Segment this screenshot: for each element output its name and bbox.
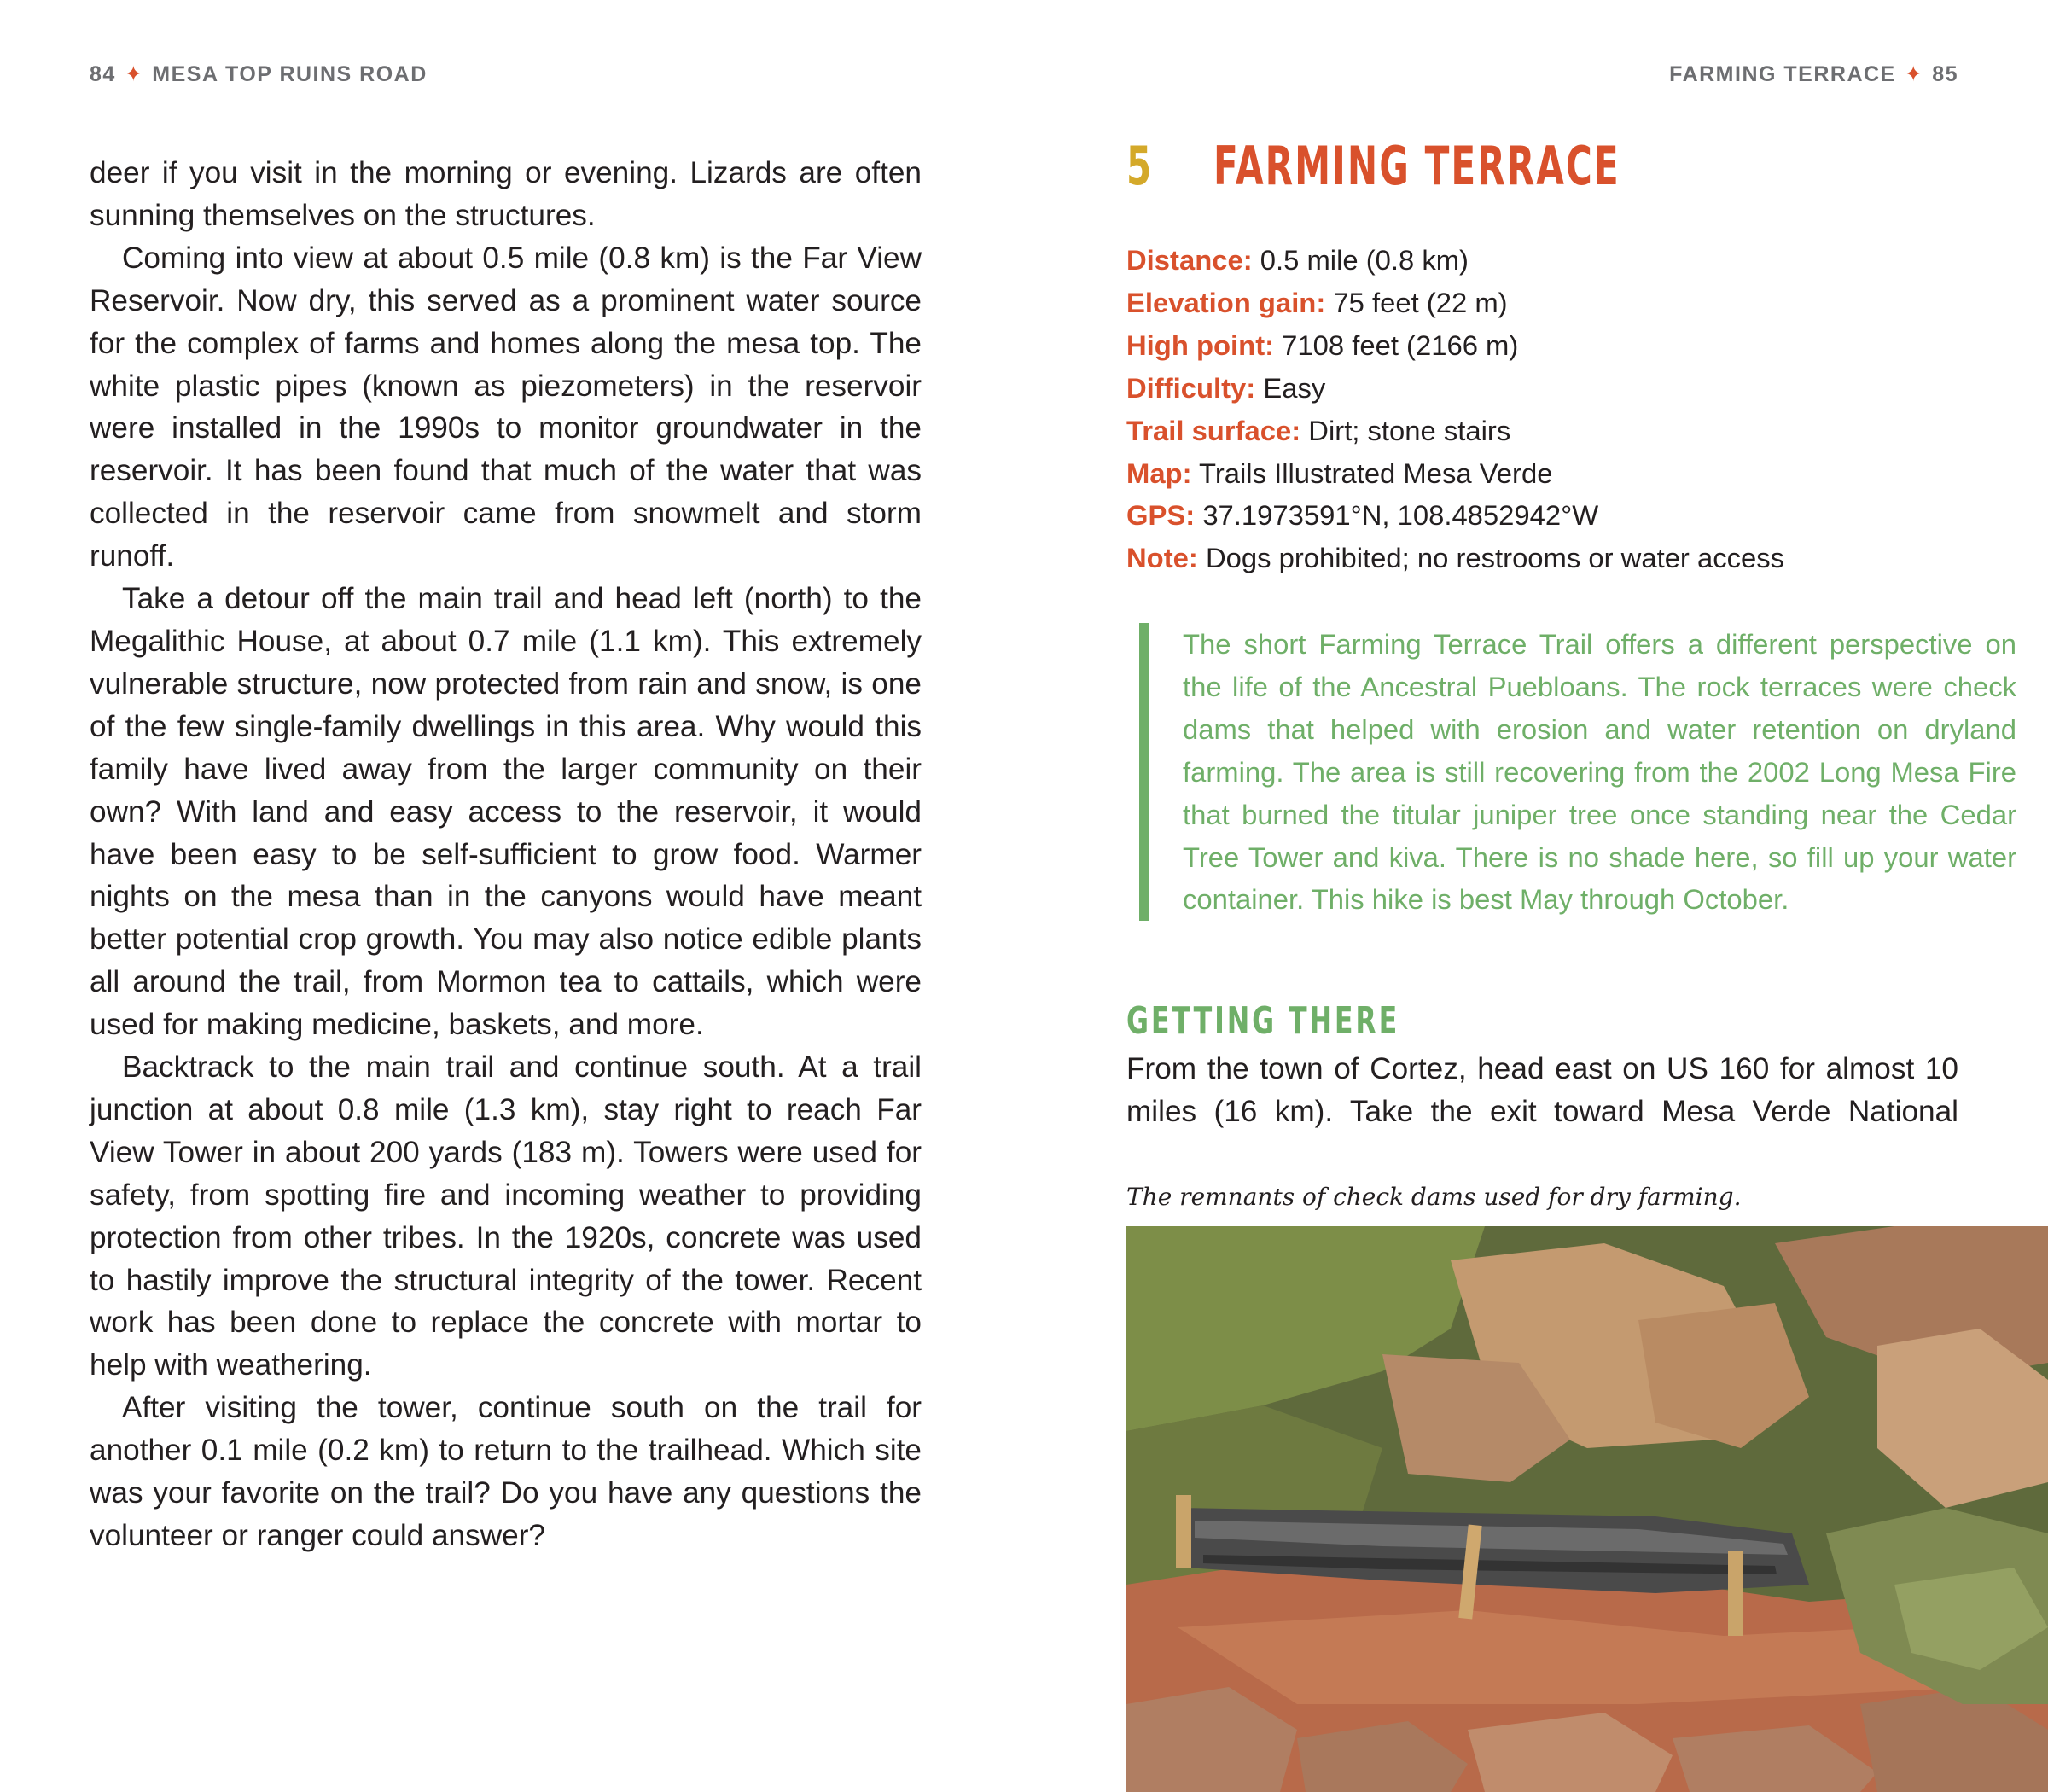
- fact-trail-surface: [1126, 410, 1980, 452]
- hike-title: [1126, 132, 1620, 201]
- star-icon: ✦: [124, 62, 144, 86]
- getting-there-heading: GETTING THERE: [1126, 999, 1400, 1043]
- star-icon: ✦: [1904, 62, 1924, 86]
- fact-label: High point:: [1126, 329, 1275, 361]
- body-text-left: [90, 152, 922, 1557]
- paragraph: After visiting the tower, continue south on the trail for another 0.1 mile (0.2 km) to return to the trailhead. Which site was your favorite on the trail? Do you have any questions the volunteer or ranger could answer?: [90, 1391, 922, 1552]
- fact-label: Difficulty:: [1126, 371, 1256, 404]
- running-head-right: [1669, 61, 1958, 87]
- paragraph: deer if you visit in the morning or evening. Lizards are often sunning themselves on the structures.: [90, 156, 922, 232]
- fact-value: Easy: [1263, 371, 1326, 404]
- fact-label: Note:: [1126, 542, 1198, 574]
- hike-name: FARMING TERRACE: [1213, 135, 1620, 197]
- section-title: FARMING TERRACE: [1669, 62, 1896, 86]
- chapter-title: MESA TOP RUINS ROAD: [152, 62, 428, 86]
- fact-value: 7108 feet (2166 m): [1282, 329, 1519, 361]
- hike-number: 5: [1126, 135, 1154, 197]
- fact-label: Elevation gain:: [1126, 286, 1326, 318]
- fact-note: [1126, 537, 1980, 579]
- fact-label: Distance:: [1126, 244, 1253, 276]
- paragraph: Backtrack to the main trail and continue south. At a trail junction at about 0.8 mile (1.3 km), stay right to reach Far View Tower in about 200 yards (183 m). Towers were used for safety, from spotting fire and incoming weather to providing protection from other tribes. In the 1920s, concrete was used to hastily improve the structural integrity of the tower. Recent work has been done to replace the concrete with mortar to help with weathering.: [90, 1050, 922, 1382]
- fact-difficulty: [1126, 367, 1980, 410]
- paragraph: Coming into view at about 0.5 mile (0.8 km) is the Far View Reservoir. Now dry, this served as a prominent water source for the complex of farms and homes along the mesa top. The white plastic pipes (known as piezometers) in the reservoir were installed in the 1990s to monitor groundwater in the reservoir. It has been found that much of the water that was collected in the reservoir came from snowmelt and storm runoff.: [90, 241, 922, 573]
- fact-label: GPS:: [1126, 499, 1196, 532]
- photo-caption: The remnants of check dams used for dry farming.: [1126, 1183, 1742, 1211]
- paragraph: Take a detour off the main trail and head left (north) to the Megalithic House, at about 0.7 mile (1.1 km). This extremely vulnerable structure, now protected from rain and snow, is one of the few single-family dwellings in this area. Why would this family have lived away from the larger community on their own? With land and easy access to the reservoir, it would have been easy to be self-sufficient to grow food. Warmer nights on the mesa than in the canyons would have meant better potential crop growth. You may also notice edible plants all around the trail, from Mormon tea to cattails, which were used for making medicine, baskets, and more.: [90, 582, 922, 1042]
- running-head-left: [90, 61, 428, 87]
- photo-illustration: [1126, 1226, 2048, 1792]
- fact-value: 0.5 mile (0.8 km): [1260, 244, 1469, 276]
- fact-value: Dirt; stone stairs: [1308, 414, 1511, 446]
- page-number-right: 85: [1932, 62, 1958, 86]
- fact-value: 37.1973591°N, 108.4852942°W: [1202, 499, 1599, 532]
- right-page: [1024, 0, 2048, 1792]
- getting-there-text: From the town of Cortez, head east on US 160 for almost 10 miles (16 km). Take the exit toward Mesa Verde National: [1126, 1052, 1958, 1128]
- page-number-left: 84: [90, 62, 116, 86]
- fact-label: Map:: [1126, 457, 1192, 489]
- check-dams-photo: [1126, 1226, 2048, 1792]
- fact-elevation-gain: [1126, 282, 1980, 324]
- hike-facts: [1126, 239, 1980, 579]
- fact-high-point: [1126, 324, 1980, 367]
- fact-gps: [1126, 494, 1980, 537]
- fact-value: Trails Illustrated Mesa Verde: [1199, 457, 1553, 489]
- hike-summary: The short Farming Terrace Trail offers a different perspective on the life of the Ancestral Puebloans. The rock terraces were check dams that helped with erosion and water retention on dryland farming. The area is still recovering from the 2002 Long Mesa Fire that burned the titular juniper tree once standing near the Cedar Tree Tower and kiva. There is no shade here, so fill up your water container. This hike is best May through October.: [1139, 623, 2016, 921]
- fact-label: Trail surface:: [1126, 414, 1301, 446]
- fact-value: 75 feet (22 m): [1333, 286, 1508, 318]
- fact-value: Dogs prohibited; no restrooms or water access: [1205, 542, 1785, 574]
- fact-map: [1126, 452, 1980, 495]
- fact-distance: [1126, 239, 1980, 282]
